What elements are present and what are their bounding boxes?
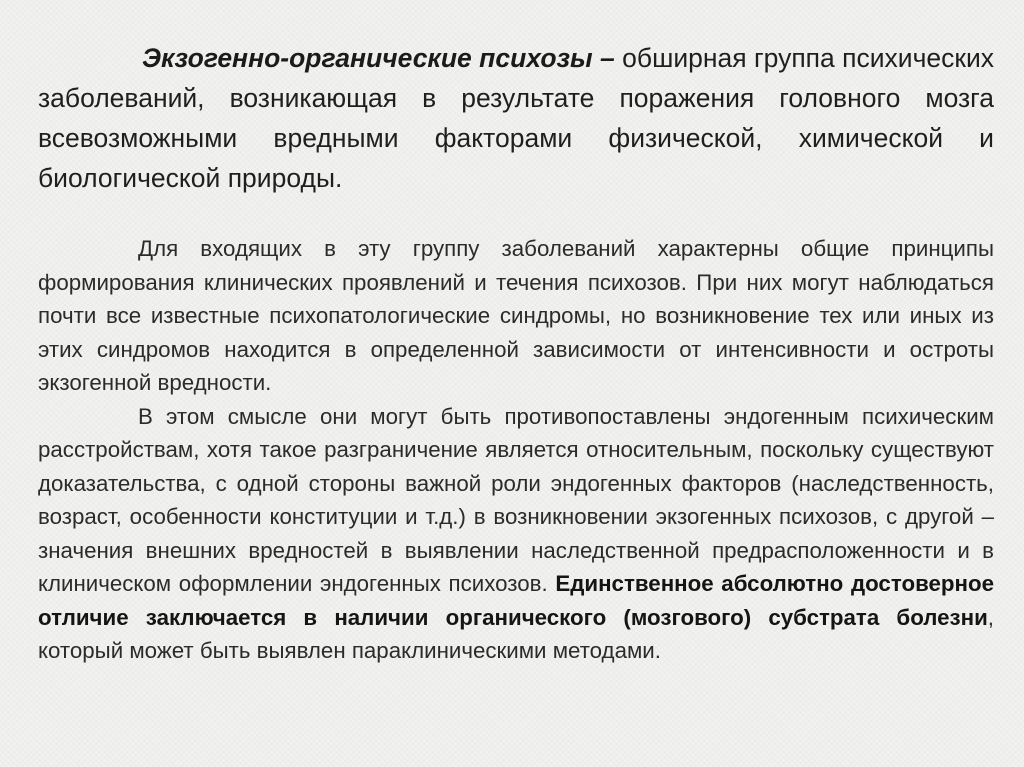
paragraph-differentiation-text: В этом смысле они могут быть противопоставлены эндогенным психическим расстройствам, хотя такое разграничение является относительным, поскольку существуют доказательства, с одной стороны важной роли эндогенных факторов (наследственность, возраст, особенности конституции и т.д.) в возникновении экзогенных психозов, с другой – значения внешних вредностей в выявлении наследственной предрасположенности и в клиническом оформлении эндогенных психозов. [38, 403, 994, 596]
key-difference-emphasis: Единственное абсолютно достоверное отличие заключается в наличии органического (мозгового) субстрата болезни [38, 571, 995, 630]
intro-term: Экзогенно-органические психозы – [142, 43, 615, 73]
intro-paragraph [38, 38, 994, 198]
paragraph-principles: Для входящих в эту группу заболеваний характерны общие принципы формирования клинических проявлений и течения психозов. При них могут наблюдаться почти все известные психопатологические синдромы, но возникновение тех или иных из этих синдромов находится в определенной зависимости от интенсивности и остроты экзогенной вредности. [38, 236, 994, 395]
paragraph-differentiation-ending: , который может быть выявлен параклиническими методами. [38, 604, 994, 663]
paragraph-differentiation [38, 400, 994, 668]
intro-definition: обширная группа психических заболеваний, возникающая в результате поражения головного мозга всевозможными вредными факторами физической, химической и биологической природы. [38, 43, 995, 193]
slide-content [38, 38, 994, 668]
